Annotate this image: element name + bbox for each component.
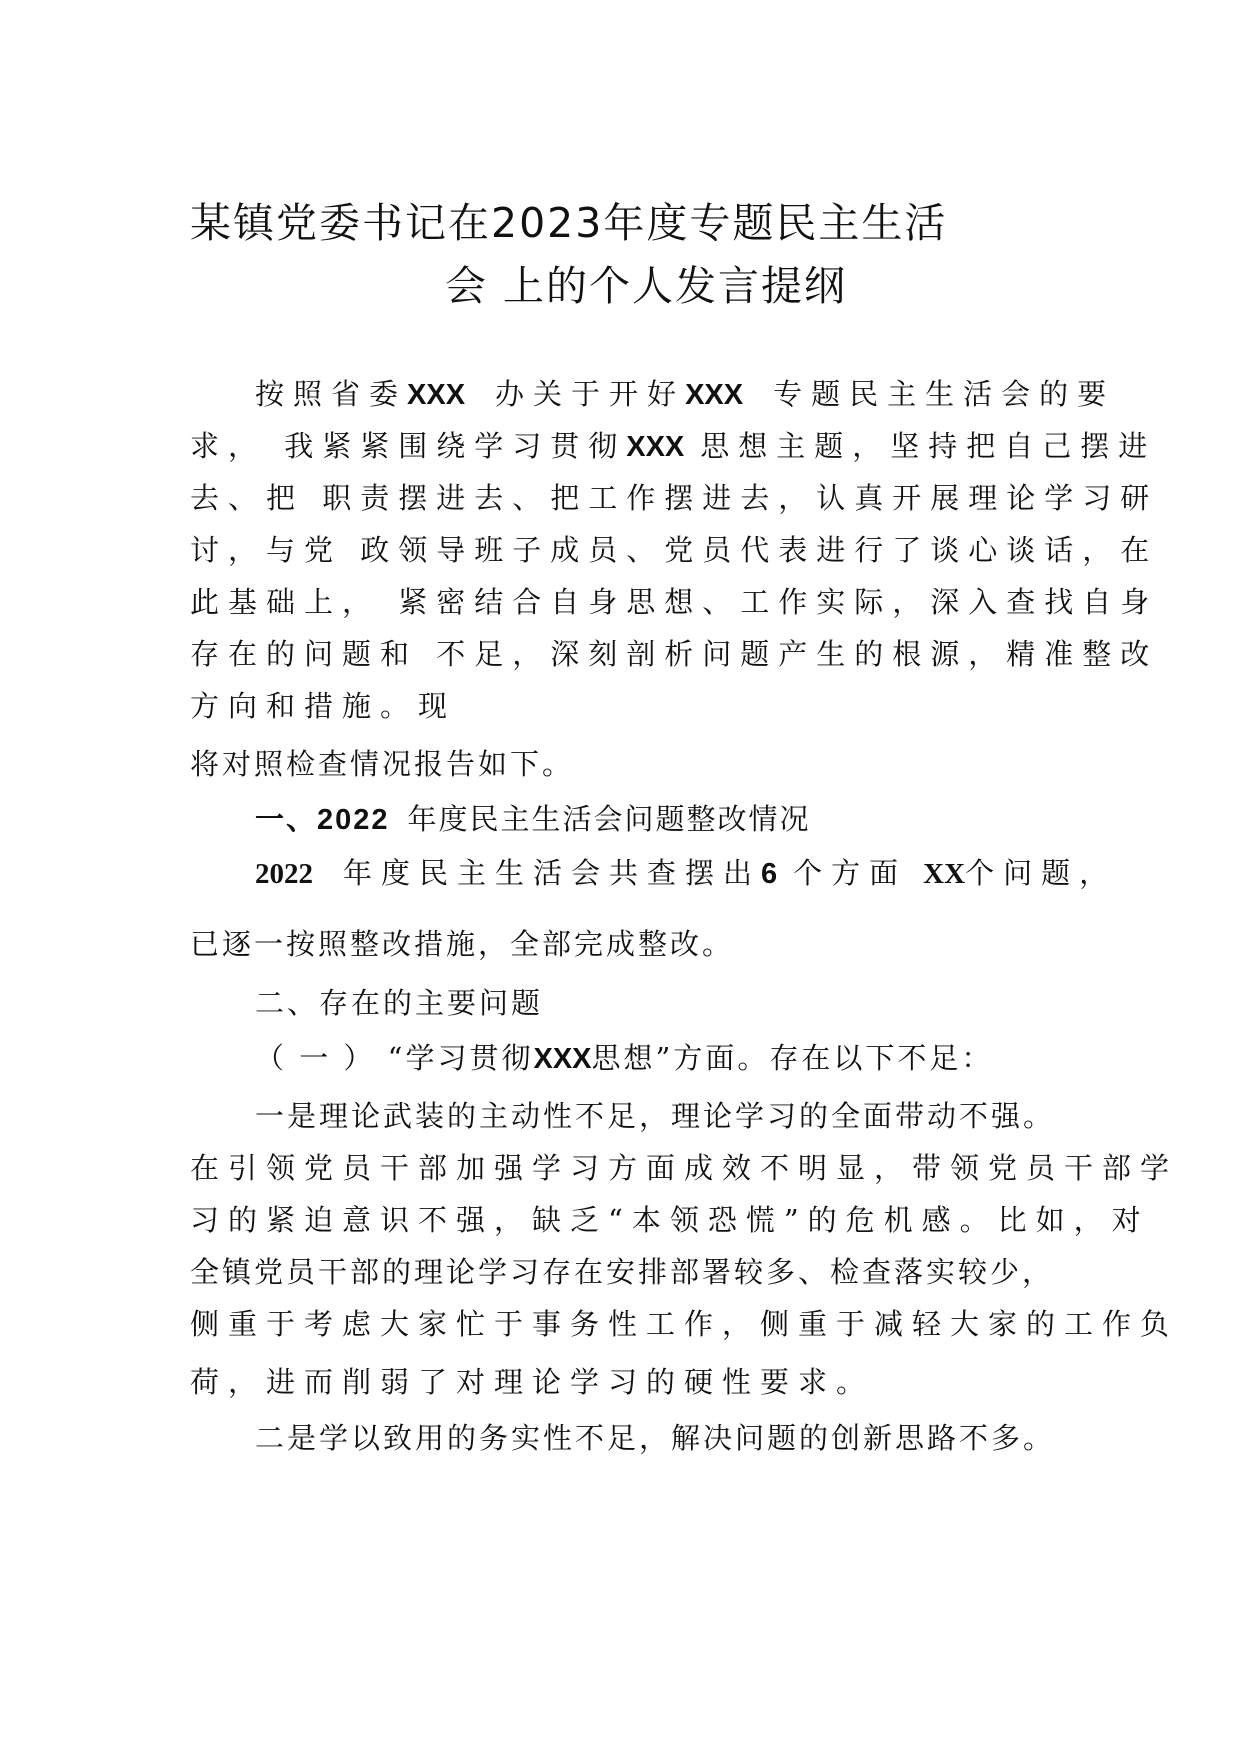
section-heading-1 bbox=[255, 797, 811, 838]
paragraph-line: 此基础上， 紧密结合自身思想、工作实际，深入查找自身 bbox=[190, 585, 1159, 619]
text-span: 年度民主生活会共查摆出 bbox=[343, 856, 762, 890]
paragraph-line: 习的紧迫意识不强，缺乏“本领恐慌”的危机感。比如，对 bbox=[190, 1203, 1150, 1237]
text-span: 思想”方面。存在以下不足： bbox=[591, 1041, 994, 1075]
text-span-bold: XX bbox=[923, 858, 966, 890]
text-span-bold: 2022 bbox=[255, 858, 313, 890]
text-span: （ 一 ） “学习贯彻 bbox=[255, 1041, 534, 1075]
heading-text: 年度民主生活会问题整改情况 bbox=[407, 802, 811, 836]
paragraph-line: 已逐一按照整改措施，全部完成整改。 bbox=[190, 927, 735, 961]
paragraph-line: 在引领党员干部加强学习方面成效不明显，带领党员干部学 bbox=[190, 1151, 1179, 1185]
paragraph-line: 全镇党员干部的理论学习存在安排部署较多、检查落实较少， bbox=[190, 1255, 1055, 1289]
document-title-line-1: 某镇党委书记在2023年度专题民主生活 bbox=[190, 199, 948, 247]
paragraph-line: 去、把 职责摆进去、把工作摆进去，认真开展理论学习研 bbox=[190, 481, 1159, 515]
text-span: 专题民主生活会的要 bbox=[773, 377, 1116, 411]
text-span-bold: XXX bbox=[626, 431, 685, 463]
paragraph-line bbox=[190, 424, 1156, 465]
paragraph-line: 二是学以致用的务实性不足，解决问题的创新思路不多。 bbox=[255, 1421, 1056, 1455]
text-span: 按照省委 bbox=[255, 377, 408, 411]
paragraph-line: 将对照检查情况报告如下。 bbox=[190, 747, 575, 781]
paragraph-line: 讨，与党 政领导班子成员、党员代表进行了谈心谈话，在 bbox=[190, 533, 1159, 567]
text-span-bold: XXX bbox=[685, 379, 744, 411]
heading-year: 2022 bbox=[317, 804, 390, 836]
paragraph-line: 方向和措施。现 bbox=[190, 689, 457, 723]
paragraph-line: 荷，进而削弱了对理论学习的硬性要求。 bbox=[190, 1365, 875, 1399]
text-span-bold: 6 bbox=[761, 858, 778, 890]
text-span: 办关于开好 bbox=[495, 377, 686, 411]
text-span-bold: XXX bbox=[533, 1043, 592, 1075]
paragraph-line: 侧重于考虑大家忙于事务性工作，侧重于减轻大家的工作负 bbox=[190, 1307, 1179, 1341]
paragraph-line: 存在的问题和 不足，深刻剖析问题产生的根源，精准整改 bbox=[190, 637, 1159, 671]
heading-number: 一、 bbox=[255, 804, 318, 836]
text-span: 思想主题，坚持把自己摆进 bbox=[700, 429, 1157, 463]
text-span: 个方面 bbox=[793, 856, 908, 890]
paragraph-line bbox=[255, 372, 1115, 413]
paragraph-line bbox=[255, 851, 1117, 892]
document-title-line-2: 会 上的个人发言提纲 bbox=[445, 262, 848, 310]
section-heading-2: 二、存在的主要问题 bbox=[255, 986, 544, 1020]
text-span-bold: XXX bbox=[407, 379, 466, 411]
subsection-heading bbox=[255, 1036, 993, 1077]
text-span: 求， 我紧紧围绕学习贯彻 bbox=[190, 429, 627, 463]
text-span: 个问题， bbox=[965, 856, 1118, 890]
paragraph-line: 一是理论武装的主动性不足，理论学习的全面带动不强。 bbox=[255, 1099, 1056, 1133]
